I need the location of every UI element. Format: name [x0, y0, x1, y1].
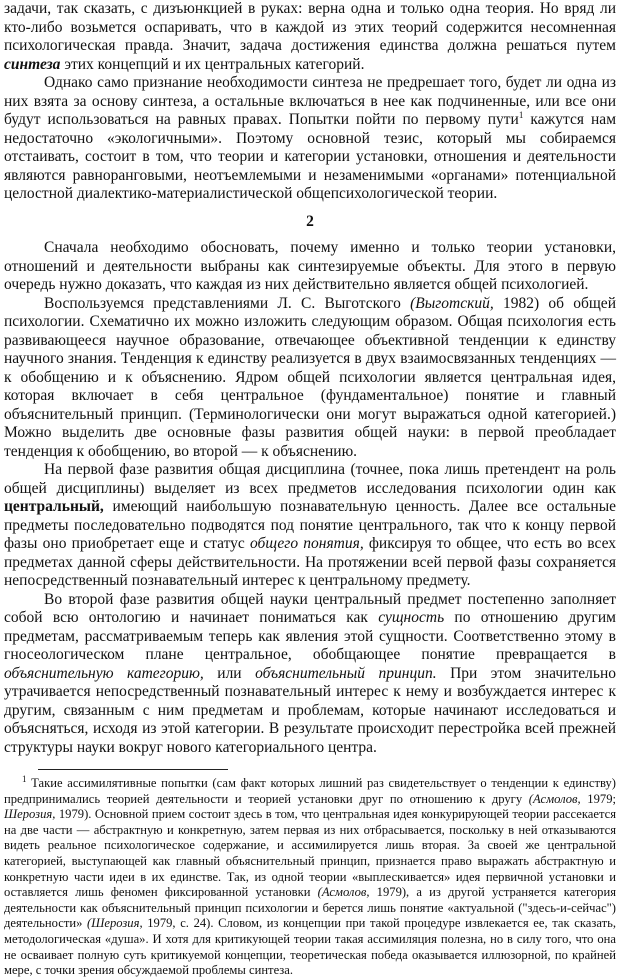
emphasis-sushchnost: сущность — [378, 609, 445, 626]
citation-asmolov: (Асмолов, — [528, 791, 581, 806]
paragraph-6: Во второй фазе развития общей науки центральный предмет постепенно заполняет собой всю онтологию и начинает пониматься как сущность по отношению другим предметам, рассматриваемым теперь как явления этой сущности. Соответственно этому в гносеологическом плане центральное, обобщающее понятие превращается в объяснительную категорию, или объяснительный принцип. При этом значительно утрачивается непосредственный познавательный интерес к нему и возбуждается интерес к другим, связанным с ним предметам и проблемам, которые начинают исследоваться и объясняться, исходя из этой категории. В результате происходит перестройка всей прежней структуры науки вокруг нового категориального центра. — [4, 590, 617, 756]
citation-sherozia: (Шерозия, — [87, 916, 143, 931]
citation-vygotsky: (Выготский, — [410, 294, 494, 312]
citation-sherozia: Шерозия, — [4, 807, 56, 822]
section-number: 2 — [306, 212, 314, 230]
paragraph-3: Сначала необходимо обосновать, почему именно и только теории установки, отношений и деятельности выбраны как синтезируемые объекты. Для этого в первую очередь нужно доказать, что каждая из них действительно является общей психологией. — [4, 239, 616, 293]
emphasis-obyasnitelny-princip: объяснительный принцип. — [255, 664, 437, 682]
footnote-divider — [38, 769, 228, 770]
footnote-1: $^1$ Такие ассимилятивные попытки (сам факт которых лишний раз свидетельствует о тенденции к единству) предпринимались теорией деятельности и теорией установки друг по отношению к другу (Асмолов, 1979; Шерозия, 1979). Основной прием состоит здесь в том, что центральная идея конкурирующей теории рассекается на две части — абстрактную и конкретную, затем первая из них отбрасывается, поскольку в ней отказываются видеть реальное психологическое содержание, и ассимилируется лишь вторая. За своей же центральной категорией, выступающей как главный объяснительный принцип, признается право выражать абстрактную и конкретную части идеи в их единстве. Так, из одной теории «выплескивается» идея первичной установки и оставляется лишь феномен фиксированной установки (Асмолов, 1979), а из другой устраняется категория деятельности как объяснительный принцип психологии и берется лишь понятие «актуальной ("здесь-и-сейчас") деятельности» (Шерозия, 1979, с. 24). Словом, из концепции при такой процедуре извлекается ее, так сказать, методологическая «душа». И хотя для критикующей теории такая ассимиляция полезна, но в силу того, что она не осваивает полную суть критикуемой концепции, теоретическая победа оказывается иллюзорной, по крайней мере, с точки зрения обсуждаемой проблемы синтеза. — [4, 773, 616, 978]
paragraph-5: На первой фазе развития общая дисциплина (точнее, пока лишь претендент на роль общей дисциплины) выделяет из всех предметов исследования психологии один как центральный, имеющий наибольшую познавательную ценность. Далее все остальные предметы последовательно подводятся под понятие центрального, так что к концу первой фазы оно приобретает еще и статус общего понятия, фиксируя то общее, что есть во всех предметах данной сферы действительности. На протяжении всей первой фазы сохраняется непосредственный познавательный интерес к центральному предмету. — [4, 461, 617, 589]
paragraph-1: задачи, так сказать, с дизъюнкцией в руках: верна одна и только одна теория. Но вряд ли кто-либо возьмется оспаривать, что в каждой из этих теорий содержится несомненная психологическая правда. Значит, задача достижения единства должна решаться путем синтеза этих концепций и их центральных категорий. — [4, 0, 616, 73]
emphasis-centralny: центральный, — [4, 498, 104, 515]
emphasis-sinteza: синтеза — [4, 55, 61, 73]
paragraph-4: Воспользуемся представлениями Л. С. Выготского (Выготский, 1982) об общей психологии. Схематично их можно изложить следующим образом. Общая психология есть развивающееся научное образование, отвечающее объективной тенденции к единству научного знания. Тенденция к единству реализуется в двух взаимосвязанных тенденциях — к обобщению и к объяснению. Ядром общей психологии является центральная идея, которая включает в себя центральное (фундаментальное) понятие и главный объяснительный принцип. (Терминологически они могут выражаться одной категорией.) Можно выделить две основные фазы развития общей науки: в первой преобладает тенденция к обобщению, во второй — к объяснению. — [4, 294, 616, 460]
citation-asmolov: (Асмолов, — [317, 885, 370, 900]
paragraph-2: Однако само признание необходимости синтеза не предрешает того, будет ли одна из них взята за основу синтеза, а остальные включаться в нее как подчиненные, или все они будут использоваться на равных правах. Попытки пойти по первому пути$^1$ кажутся нам недостаточно «экологичными». Поэтому основной тезис, который мы собираемся отстаивать, состоит в том, что теории и категории установки, отношения и деятельности являются равноранговыми, неотъемлемыми и незаменимыми «органами» потенциальной целостной диалектико-материалистической общепсихологической теории. — [4, 74, 617, 202]
footnote-ref-1[interactable]: 1 — [518, 109, 524, 120]
emphasis-obshchego-ponyatiya: общего понятия, — [249, 535, 364, 552]
footnote-mark: 1 — [22, 773, 27, 784]
emphasis-obyasnitelnuyu-kategoriyu: объяснительную категорию, — [4, 664, 204, 682]
main-text — [4, 0, 616, 757]
